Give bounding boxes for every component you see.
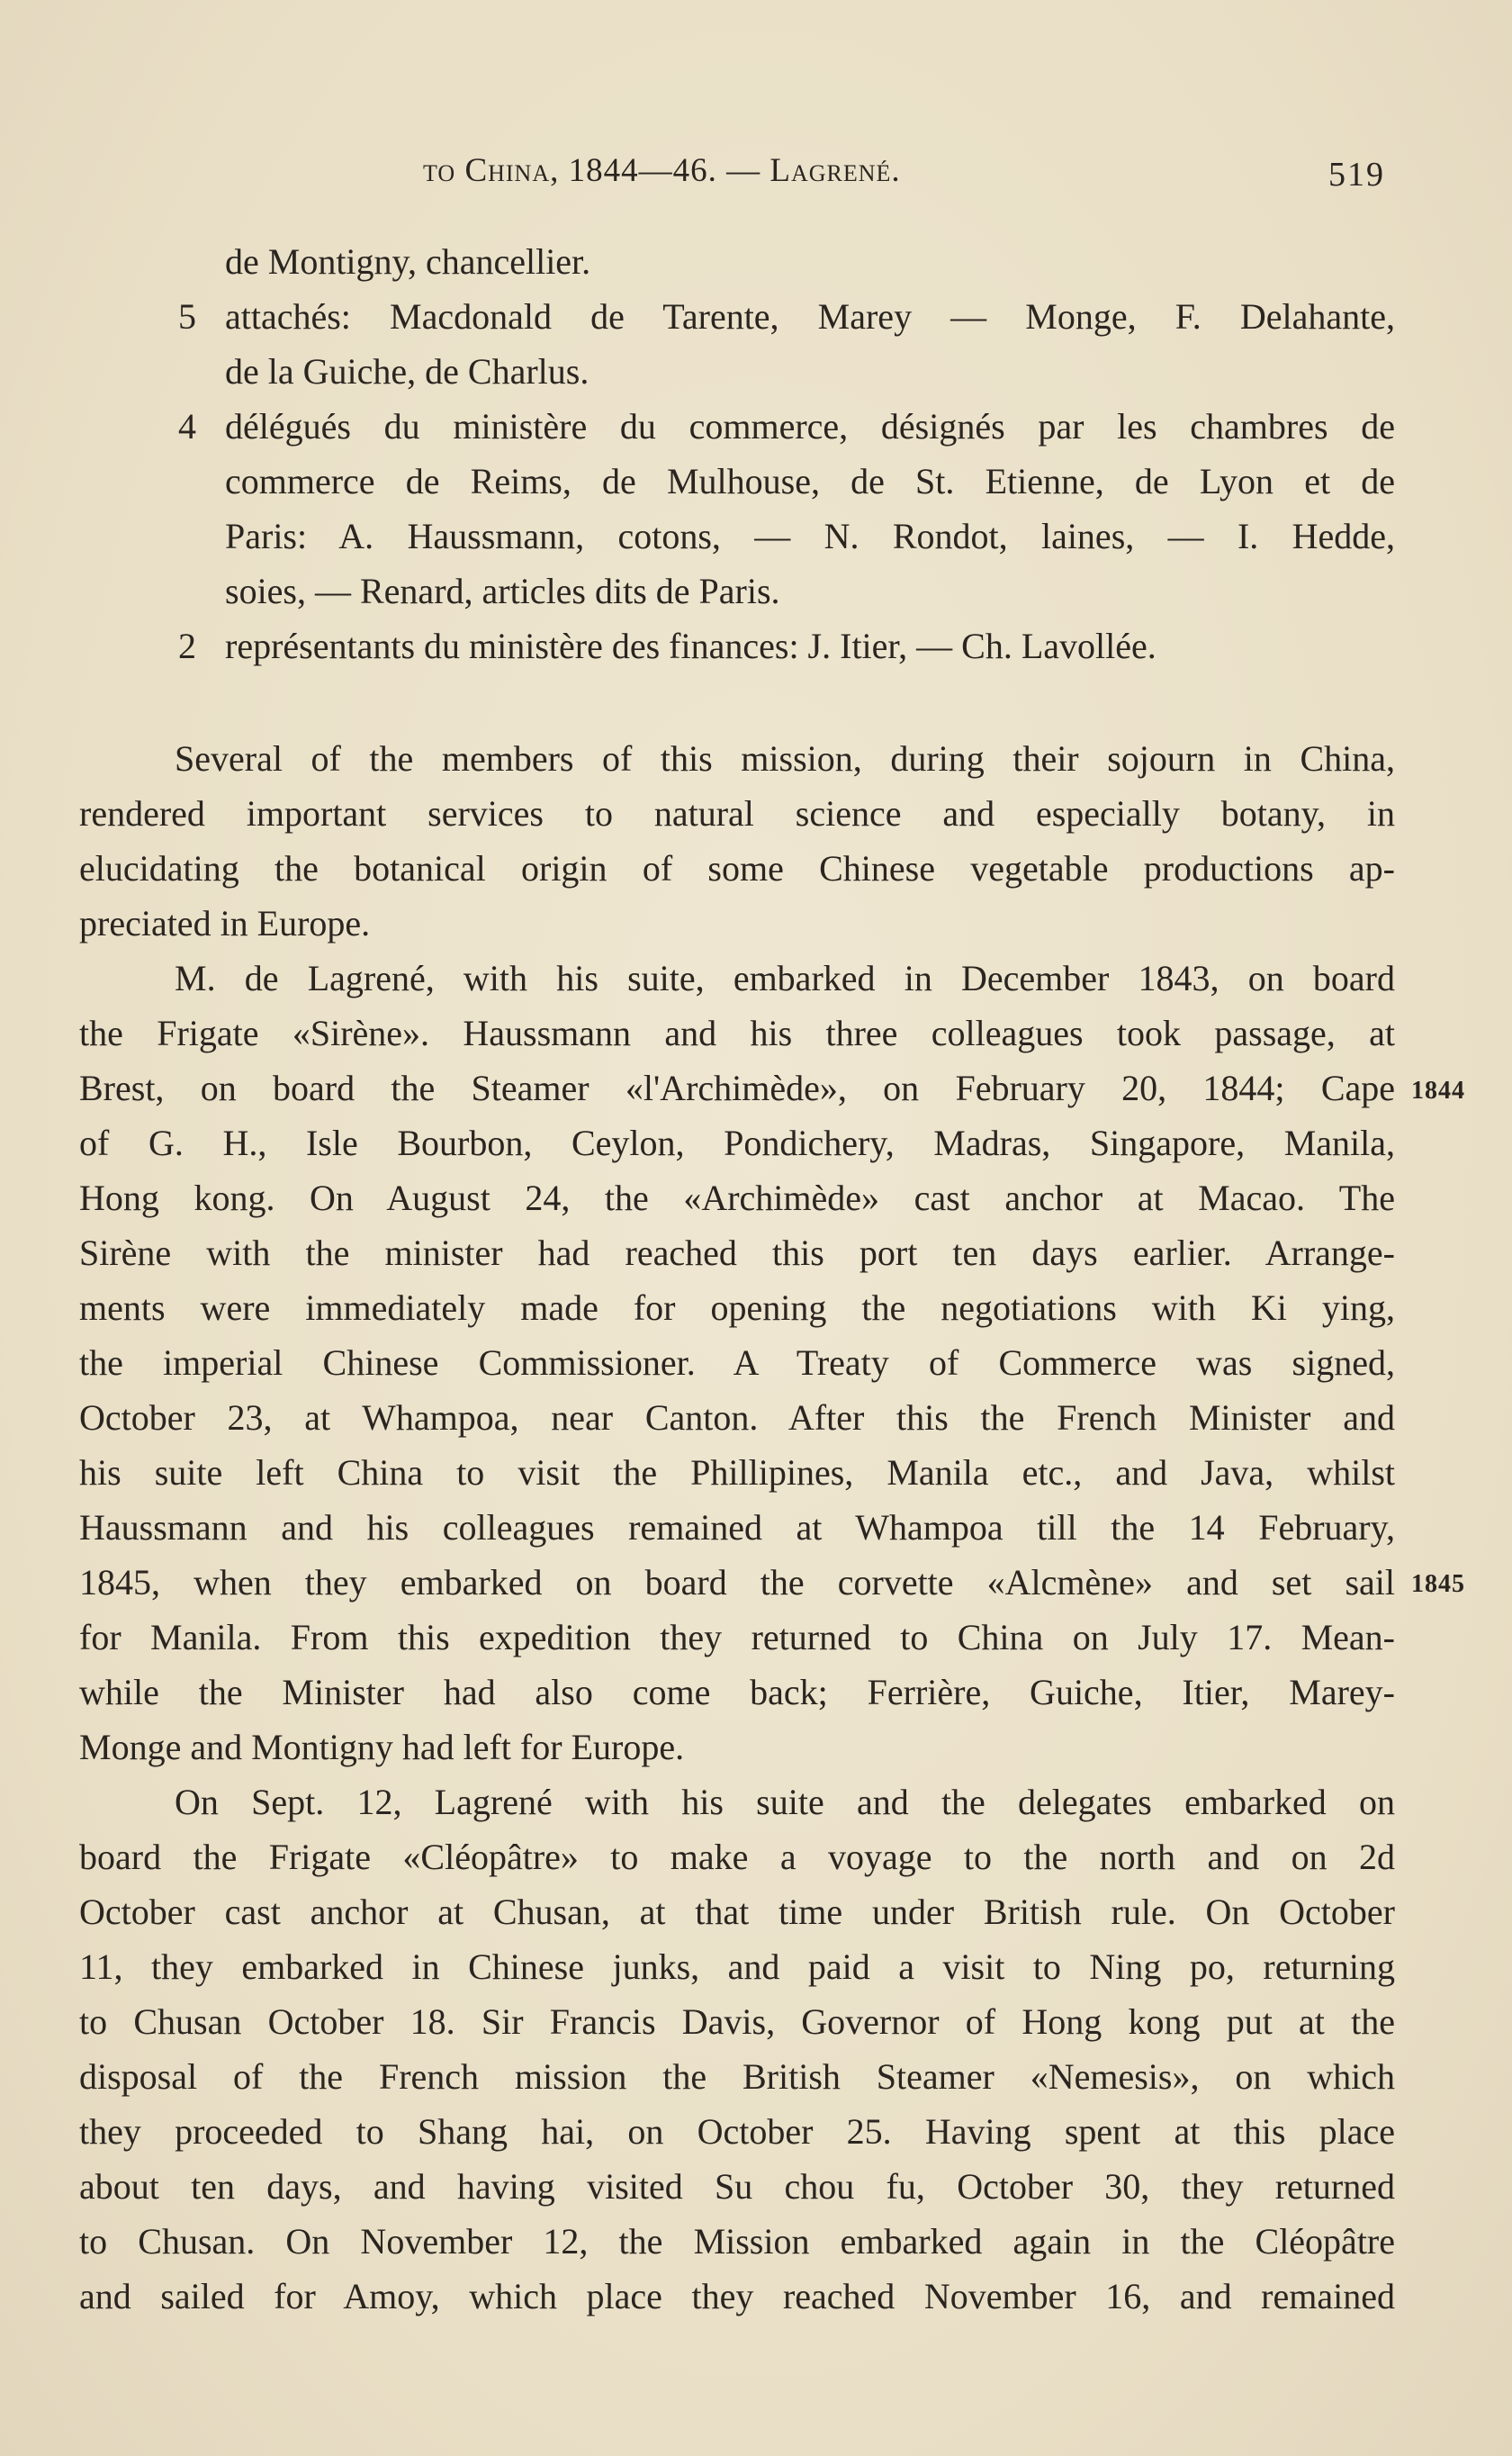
list-item-line: soies, — Renard, articles dits de Paris. (225, 571, 780, 611)
margin-note-year: 1845 (1411, 1570, 1465, 1598)
text-line: for Manila. From this expedition they returned to China on July 17. Mean- (79, 1617, 1395, 1657)
text-line: 1845, when they embarked on board the corvette «Alcmène» and set sail (79, 1562, 1395, 1603)
list-item-line: attachés: Macdonald de Tarente, Marey — Monge, F. Delahante, (225, 296, 1395, 337)
list-item-number: 5 (178, 296, 196, 337)
text-line: ments were immediately made for opening the negotiations with Ki ying, (79, 1287, 1395, 1328)
text-line: of G. H., Isle Bourbon, Ceylon, Pondichery, Madras, Singapore, Manila, (79, 1123, 1395, 1163)
list-item-line: représentants du ministère des finances: J. Itier, — Ch. Lavollée. (225, 626, 1156, 666)
text-line: rendered important services to natural science and especially botany, in (79, 793, 1395, 834)
personnel-list (178, 234, 1395, 673)
list-item-line: commerce de Reims, de Mulhouse, de St. Etienne, de Lyon et de (225, 461, 1395, 501)
body-text (79, 731, 1395, 2324)
text-line: the imperial Chinese Commissioner. A Treaty of Commerce was signed, (79, 1342, 1395, 1383)
text-line: Sirène with the minister had reached this port ten days earlier. Arrange- (79, 1233, 1395, 1273)
text-line: Hong kong. On August 24, the «Archimède» cast anchor at Macao. The (79, 1178, 1395, 1218)
text-line: and sailed for Amoy, which place they reached November 16, and remained (79, 2276, 1395, 2316)
running-title-name: Lagrené (770, 152, 892, 189)
text-line: his suite left China to visit the Phillipines, Manila etc., and Java, whilst (79, 1452, 1395, 1493)
list-item-number: 4 (178, 406, 196, 447)
text-line: Brest, on board the Steamer «l'Archimède», on February 20, 1844; Cape (79, 1068, 1395, 1108)
text-line: elucidating the botanical origin of some Chinese vegetable productions ap- (79, 848, 1395, 889)
list-item-number: 2 (178, 626, 196, 666)
text-line: about ten days, and having visited Su chou fu, October 30, they returned (79, 2166, 1395, 2207)
text-line: they proceeded to Shang hai, on October 25. Having spent at this place (79, 2111, 1395, 2152)
page-number: 519 (1328, 156, 1385, 194)
running-title-suffix: . (891, 152, 901, 189)
text-line: to Chusan. On November 12, the Mission embarked again in the Cléopâtre (79, 2221, 1395, 2262)
text-line: to Chusan October 18. Sir Francis Davis, Governor of Hong kong put at the (79, 2001, 1395, 2042)
text-line: Monge and Montigny had left for Europe. (79, 1727, 685, 1767)
text-line: disposal of the French mission the British Steamer «Nemesis», on which (79, 2056, 1395, 2097)
list-item-line: Paris: A. Haussmann, cotons, — N. Rondot, laines, — I. Hedde, (225, 516, 1395, 556)
list-item (178, 289, 1395, 399)
list-item-line: délégués du ministère du commerce, désignés par les chambres de (225, 406, 1395, 447)
list-item-text (225, 399, 1395, 619)
text-line: October 23, at Whampoa, near Canton. After this the French Minister and (79, 1397, 1395, 1438)
text-line: M. de Lagrené, with his suite, embarked in December 1843, on board (175, 958, 1395, 998)
text-line: Several of the members of this mission, during their sojourn in China, (175, 738, 1395, 779)
text-line: October cast anchor at Chusan, at that time under British rule. On October (79, 1892, 1395, 1932)
list-item-text (225, 619, 1395, 673)
text-line: board the Frigate «Cléopâtre» to make a voyage to the north and on 2d (79, 1837, 1395, 1877)
running-title-prefix: to China (423, 152, 551, 189)
text-line: 11, they embarked in Chinese junks, and paid a visit to Ning po, returning (79, 1946, 1395, 1987)
text-line: Haussmann and his colleagues remained at Whampoa till the 14 February, (79, 1507, 1395, 1548)
text-line: preciated in Europe. (79, 903, 371, 944)
running-title-dates: , 1844—46. — (550, 152, 770, 189)
margin-note-year: 1844 (1411, 1077, 1465, 1105)
text-line: On Sept. 12, Lagrené with his suite and the delegates embarked on (175, 1782, 1395, 1822)
list-item-line: de la Guiche, de Charlus. (225, 351, 590, 392)
running-header (423, 151, 901, 190)
paragraph (79, 951, 1395, 1774)
list-continuation: de Montigny, chancellier. (225, 241, 591, 282)
text-line: the Frigate «Sirène». Haussmann and his three colleagues took passage, at (79, 1013, 1395, 1053)
list-item-text (225, 289, 1395, 399)
paragraph (79, 1774, 1395, 2324)
paragraph (79, 731, 1395, 951)
list-item (178, 619, 1395, 673)
text-line: while the Minister had also come back; Ferrière, Guiche, Itier, Marey- (79, 1672, 1395, 1712)
list-item (178, 399, 1395, 619)
